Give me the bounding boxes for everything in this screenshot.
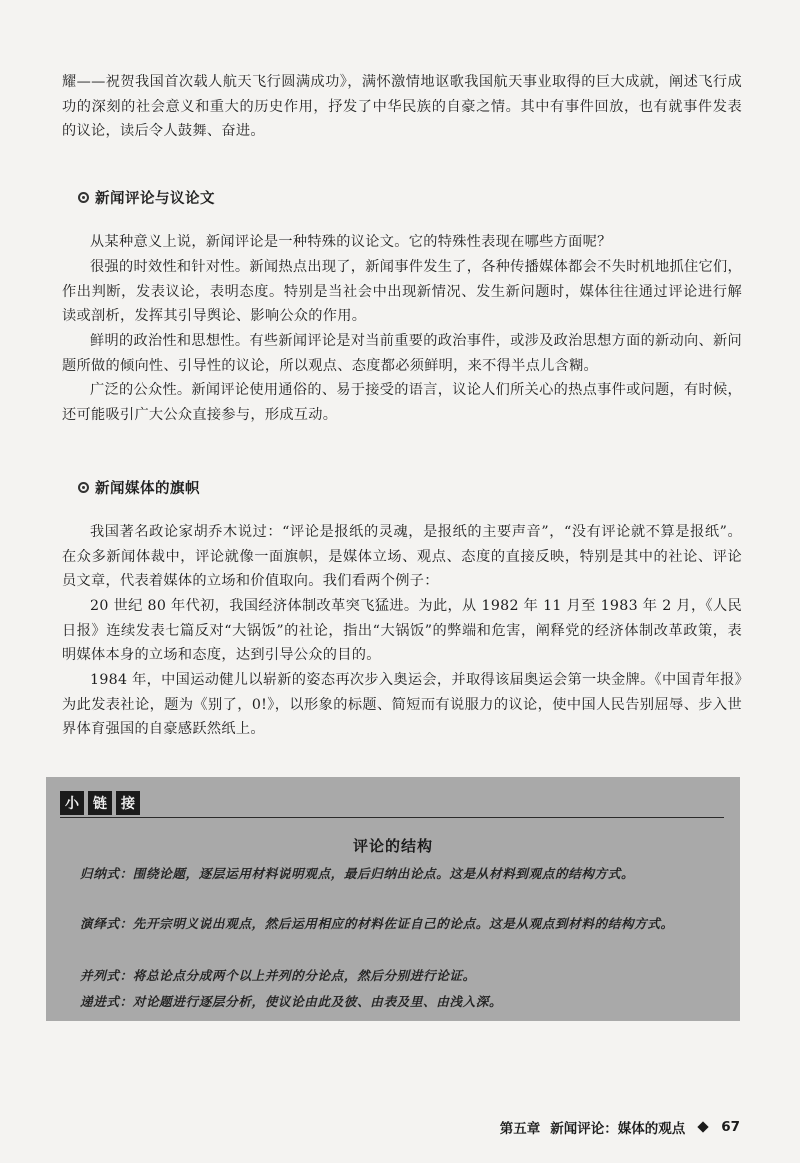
section-heading-label: 新闻媒体的旗帜 bbox=[95, 481, 200, 497]
section-heading-news-commentary bbox=[78, 187, 215, 208]
chapter-label: 第五章 bbox=[499, 1121, 541, 1137]
structure-item: 递进式：对论题进行逐层分析，使议论由此及彼、由表及里、由浅入深。 bbox=[80, 994, 503, 1009]
intro-paragraph: 耀——祝贺我国首次载人航天飞行圆满成功》，满怀激情地讴歌我国航天事业取得的巨大成就，阐述飞行成功的深刻的社会意义和重大的历史作用，抒发了中华民族的自豪之情。其中有事件回放，也有就事件发表的议论，读后令人鼓舞、奋进。 bbox=[62, 74, 742, 139]
section-heading-label: 新闻评论与议论文 bbox=[95, 191, 215, 207]
chapter-title: 新闻评论：媒体的观点 bbox=[550, 1121, 686, 1137]
circle-bullet-icon bbox=[78, 482, 89, 493]
structure-item: 归纳式：围绕论题，逐层运用材料说明观点，最后归纳出论点。这是从材料到观点的结构方式。 bbox=[80, 866, 635, 881]
link-box bbox=[46, 777, 740, 1021]
link-box-tags bbox=[60, 791, 140, 815]
tag-char: 接 bbox=[116, 791, 140, 815]
section-heading-media-flag bbox=[78, 477, 200, 498]
link-box-title: 评论的结构 bbox=[352, 837, 433, 855]
page-number: 67 bbox=[721, 1119, 740, 1135]
tag-char: 链 bbox=[88, 791, 112, 815]
section1-paragraph: 广泛的公众性。新闻评论使用通俗的、易于接受的语言，议论人们所关心的热点事件或问题，有时候，还可能吸引广大公众直接参与，形成互动。 bbox=[62, 382, 742, 423]
section2-paragraph: 1984 年，中国运动健儿以崭新的姿态再次步入奥运会，并取得该届奥运会第一块金牌。《中国青年报》为此发表社论，题为《别了，0!》，以形象的标题、简短而有说服力的议论，使中国人民告别屈辱、步入世界体育强国的自豪感跃然纸上。 bbox=[62, 672, 742, 737]
section2-paragraph: 我国著名政论家胡乔木说过：“评论是报纸的灵魂，是报纸的主要声音”，“没有评论就不算是报纸”。在众多新闻体裁中，评论就像一面旗帜，是媒体立场、观点、态度的直接反映，特别是其中的社论、评论员文章，代表着媒体的立场和价值取向。我们看两个例子： bbox=[62, 524, 742, 589]
page-footer bbox=[500, 1117, 740, 1137]
tag-char: 小 bbox=[60, 791, 84, 815]
section2-paragraph: 20 世纪 80 年代初，我国经济体制改革突飞猛进。为此，从 1982 年 11 月至 1983 年 2 月，《人民日报》连续发表七篇反对“大锅饭”的社论，指出“大锅饭”的弊端和危害，阐释党的经济体制改革政策，表明媒体本身的立场和态度，达到引导公众的目的。 bbox=[62, 598, 742, 663]
section1-paragraph: 鲜明的政治性和思想性。有些新闻评论是对当前重要的政治事件，或涉及政治思想方面的新动向、新问题所做的倾向性、引导性的议论，所以观点、态度都必须鲜明，来不得半点儿含糊。 bbox=[62, 333, 742, 374]
diamond-icon bbox=[698, 1121, 709, 1132]
structure-item: 并列式：将总论点分成两个以上并列的分论点，然后分别进行论证。 bbox=[80, 968, 476, 983]
divider bbox=[60, 817, 724, 818]
circle-bullet-icon bbox=[78, 192, 89, 203]
section1-paragraph: 从某种意义上说，新闻评论是一种特殊的议论文。它的特殊性表现在哪些方面呢？ bbox=[90, 234, 612, 250]
section1-paragraph: 很强的时效性和针对性。新闻热点出现了，新闻事件发生了，各种传播媒体都会不失时机地抓住它们，作出判断，发表议论，表明态度。特别是当社会中出现新情况、发生新问题时，媒体往往通过评论进行解读或剖析，发挥其引导舆论、影响公众的作用。 bbox=[62, 259, 742, 324]
structure-item: 演绎式：先开宗明义说出观点，然后运用相应的材料佐证自己的论点。这是从观点到材料的结构方式。 bbox=[80, 916, 674, 931]
